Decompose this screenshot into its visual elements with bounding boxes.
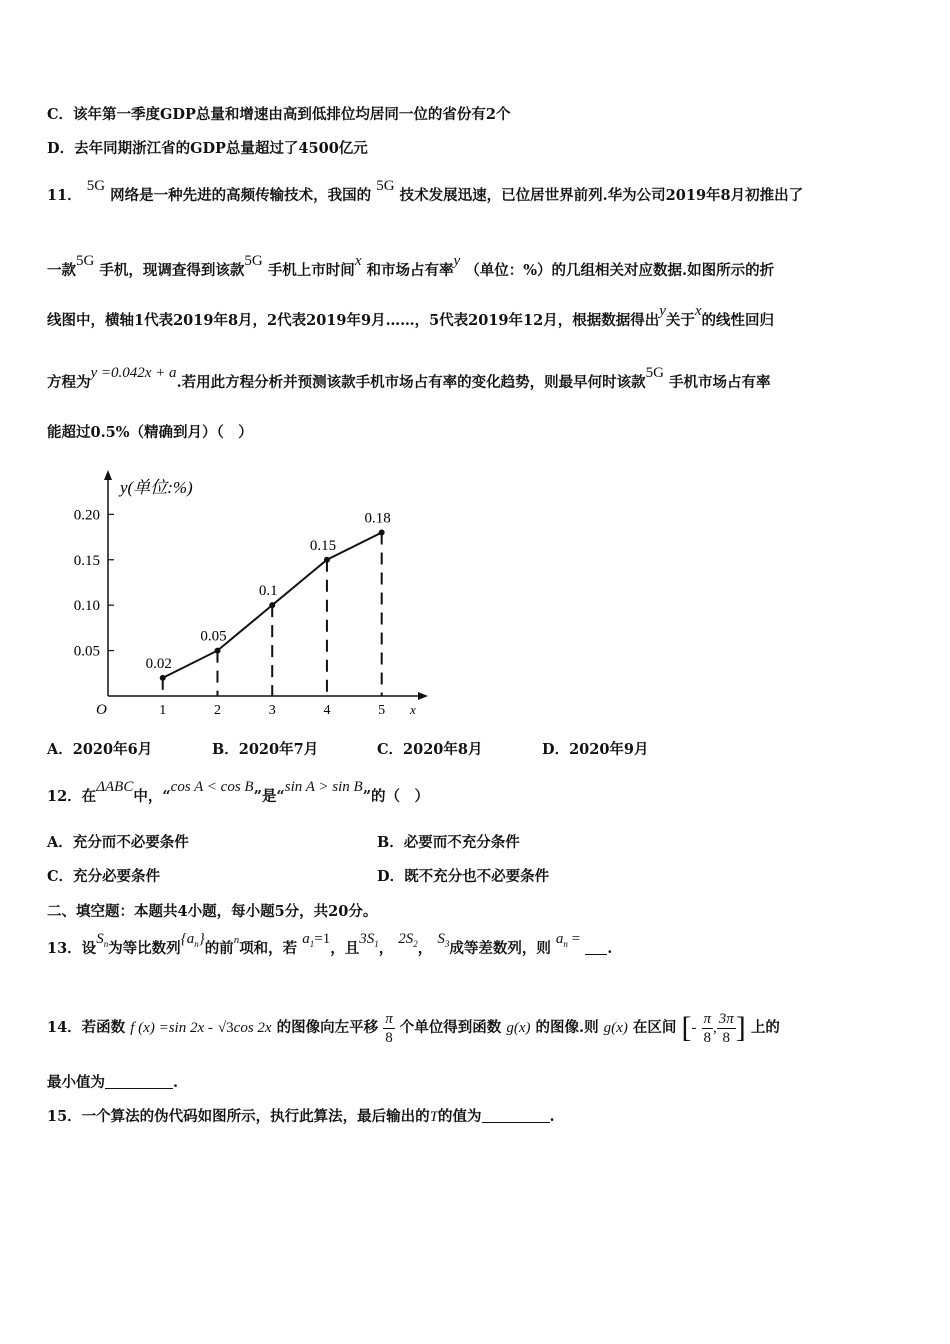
q15-var-t: T xyxy=(429,1109,439,1125)
q12-option-d[interactable]: D．既不充分也不必要条件 xyxy=(377,868,550,885)
q13-end: . xyxy=(607,940,613,957)
q11-text-c3: 的线性回归 xyxy=(701,312,775,329)
q14-interval-right: $\frac{3\pi}{8}$ xyxy=(718,1010,734,1046)
y-axis-arrow xyxy=(104,470,112,480)
q13-an: $a_n$ = xyxy=(555,931,581,949)
q11-text-d3: 手机市场占有率 xyxy=(669,374,771,391)
y-tick-label-4: 0.20 xyxy=(73,507,100,524)
q11-text-b2: 手机上市时间 xyxy=(267,262,355,279)
q11-line2 xyxy=(47,253,775,280)
q13-n: n xyxy=(233,934,240,946)
q15-end: . xyxy=(549,1108,555,1125)
q11-option-c[interactable]: C．2020年8月 xyxy=(377,741,483,758)
q14-t4: 在区间 xyxy=(632,1019,677,1036)
data-point-4 xyxy=(324,557,330,563)
x-tick-label-4: 4 xyxy=(323,703,331,718)
q14-g: g(x) xyxy=(506,1020,531,1036)
q14-answer-blank[interactable] xyxy=(105,1074,173,1089)
q11-5g-1: 5G xyxy=(86,178,106,194)
chart-x-label: x xyxy=(410,702,416,717)
q11-text-d1: 方程为 xyxy=(47,374,91,391)
q14-minus: - xyxy=(691,1020,697,1036)
market-share-line-chart xyxy=(60,468,440,718)
data-point-1 xyxy=(160,675,166,681)
q12-option-c[interactable]: C．充分必要条件 xyxy=(47,868,161,885)
q15-text2: 的值为 xyxy=(438,1108,482,1125)
q14-min-label: 最小值为 xyxy=(47,1074,105,1091)
chart-guides xyxy=(163,533,382,697)
q11-5g-4: 5G xyxy=(244,253,263,269)
section-heading-fill-in: 二、填空题：本题共4小题，每小题5分，共20分。 xyxy=(47,903,378,920)
q11-option-a[interactable]: A．2020年6月 xyxy=(47,741,153,758)
q13-answer-blank[interactable] xyxy=(585,940,607,955)
q14-g-2: g(x) xyxy=(603,1020,628,1036)
q14-function: f (x) =sin 2x - xyxy=(130,1020,213,1036)
q13-s3: $S_3$ xyxy=(437,931,450,949)
q11-text-a1: 网络是一种先进的高频传输技术，我国的 xyxy=(110,187,372,204)
q11-text-b3: 和市场占有率 xyxy=(366,262,454,279)
data-label-1: 0.02 xyxy=(145,655,172,672)
q14-pre: 14．若函数 xyxy=(47,1019,126,1036)
q11-line3 xyxy=(47,303,775,330)
q14-sqrt3: √3 xyxy=(217,1020,234,1036)
q11-text-b4: （单位：%）的几组相关对应数据.如图所示的折 xyxy=(465,262,775,279)
q14-line2 xyxy=(47,1071,178,1092)
q13-sequence: $\{a_n\}$ xyxy=(180,931,205,949)
q14-interval-left: $\frac{\pi}{8}$ xyxy=(703,1010,712,1046)
chart-series xyxy=(160,530,385,681)
y-tick-label-3: 0.15 xyxy=(73,552,100,569)
q15-answer-blank[interactable] xyxy=(482,1108,550,1123)
x-tick-label-5: 5 xyxy=(378,703,386,718)
q15-text: 15．一个算法的伪代码如图所示，执行此算法，最后输出的 xyxy=(47,1108,430,1125)
q11-regression-equation: y =0.042x + a xyxy=(90,365,177,381)
x-tick-label-1: 1 xyxy=(159,703,167,718)
q13-t4: ，且 xyxy=(330,940,360,957)
q11-option-d[interactable]: D．2020年9月 xyxy=(542,741,649,758)
x-tick-label-2: 2 xyxy=(213,703,221,718)
chart-title: y(单位:%) xyxy=(120,478,193,497)
y-tick-label-1: 0.05 xyxy=(73,643,100,660)
q11-text-a2: 技术发展迅速，已位居世界前列.华为公司2019年8月初推出了 xyxy=(399,187,804,204)
q13-2s2: $2S_2$ xyxy=(398,931,418,949)
data-point-3 xyxy=(269,602,275,608)
chart-labels xyxy=(74,507,391,718)
q13-t2: 的前 xyxy=(204,940,234,957)
data-point-5 xyxy=(379,530,385,536)
q11-y-var-2: y xyxy=(659,303,666,319)
q11-text-b0: 一款 xyxy=(47,262,76,279)
q14-cos: cos 2x xyxy=(233,1020,272,1036)
q11-y-var: y xyxy=(453,253,461,269)
option-c-previous: C．该年第一季度GDP总量和增速由高到低排位均居同一位的省份有2个 xyxy=(47,106,511,123)
q11-x-var-2: x xyxy=(694,303,702,319)
q11-text-c2: 关于 xyxy=(665,312,695,329)
q13-stem xyxy=(47,931,613,959)
q11-5g-5: 5G xyxy=(645,365,664,381)
data-label-5: 0.18 xyxy=(364,510,391,527)
q13-sn: $S_n$ xyxy=(96,931,109,949)
q12-mid: 中，“ xyxy=(133,788,171,805)
q11-option-b[interactable]: B．2020年7月 xyxy=(212,741,319,758)
q11-number: 11． xyxy=(47,187,82,204)
q12-pre: 12．在 xyxy=(47,788,97,805)
q12-triangle: ΔABC xyxy=(96,779,134,795)
q11-line4 xyxy=(47,365,771,392)
q13-sep-1: ， xyxy=(378,940,394,957)
q12-condition-2: sin A > sin B xyxy=(284,779,363,795)
q14-comma: , xyxy=(713,1020,717,1036)
q11-x-var: x xyxy=(354,253,362,269)
q12-is: ”是“ xyxy=(253,788,285,805)
q13-sep-2: ， xyxy=(417,940,433,957)
q14-t2: 个单位得到函数 xyxy=(399,1019,502,1036)
data-label-4: 0.15 xyxy=(309,537,337,554)
q14-t1: 的图像向左平移 xyxy=(276,1019,379,1036)
q11-5g-3: 5G xyxy=(76,253,95,269)
q14-end: . xyxy=(173,1074,179,1091)
q12-option-b[interactable]: B．必要而不充分条件 xyxy=(377,834,520,851)
q11-text-d2: .若用此方程分析并预测该款手机市场占有率的变化趋势，则最早何时该款 xyxy=(176,374,646,391)
q11-5g-2: 5G xyxy=(376,178,395,194)
q11-text-c1: 线图中，横轴1代表2019年8月，2代表2019年9月……，5代表2019年12月，根据数据得出 xyxy=(47,312,660,329)
q11-line5: 能超过0.5%（精确到月）（ ） xyxy=(47,424,253,441)
q13-t5: 成等差数列，则 xyxy=(449,940,551,957)
q13-t3: 项和，若 xyxy=(239,940,298,957)
q15-stem xyxy=(47,1105,555,1126)
q11-text-b1: 手机，现调查得到该款 xyxy=(99,262,245,279)
q14-t5: 上的 xyxy=(750,1019,780,1036)
q14-t3: 的图像.则 xyxy=(535,1019,599,1036)
x-axis-arrow xyxy=(418,692,428,700)
q14-stem: 14．若函数 f (x) =sin 2x - √3cos 2x 的图像向左平移 $\frac{\pi}{8}$ 个单位得到函数 g(x) 的图像.则 g(x) 在区间 [- $\frac{\pi}{8}$ , $\frac{3\pi}{8}$ ] 上的 xyxy=(47,1010,780,1046)
q14-shift-fraction: $\frac{\pi}{8}$ xyxy=(385,1010,393,1046)
q12-condition-1: cos A < cos B xyxy=(170,779,254,795)
y-tick-label-2: 0.10 xyxy=(73,598,100,615)
q13-3s1: $3S_1$ xyxy=(359,931,379,949)
x-tick-label-3: 3 xyxy=(268,703,276,718)
q13-a1: $a_1=1$ xyxy=(302,931,331,949)
q12-stem xyxy=(47,779,430,806)
q13-t1: 为等比数列 xyxy=(108,940,181,957)
data-label-2: 0.05 xyxy=(200,628,227,645)
q11-line1 xyxy=(47,178,804,205)
q12-post: ”的（ ） xyxy=(362,788,430,805)
data-label-3: 0.1 xyxy=(258,583,278,600)
data-point-2 xyxy=(214,648,220,654)
option-d-previous: D．去年同期浙江省的GDP总量超过了4500亿元 xyxy=(47,140,368,157)
q13-pre: 13．设 xyxy=(47,940,97,957)
chart-origin-label: O xyxy=(96,702,107,718)
q12-option-a[interactable]: A．充分而不必要条件 xyxy=(47,834,189,851)
